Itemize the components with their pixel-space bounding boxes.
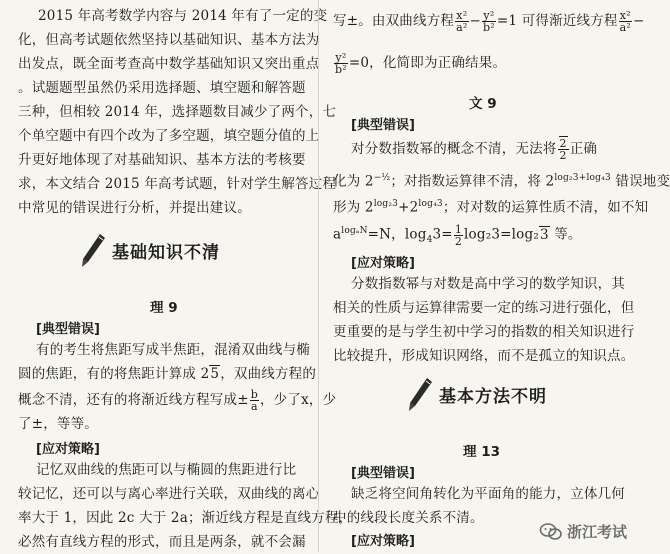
intro-line-2: 化，但高考试题依然坚持以基础知识、基本方法为 — [18, 32, 320, 48]
strategy-line-4: 必然有直线方程的形式，而且是两条，就不会漏 — [18, 534, 306, 550]
subsection-wen-9: 文 9 — [469, 96, 497, 112]
strategy-line-3: 更重要的是与学生初中学习的指数的相关知识进行 — [333, 324, 635, 340]
pen-icon — [80, 232, 106, 268]
error-line-1: 有的考生将焦距写成半焦距，混淆双曲线与椭 — [36, 342, 310, 358]
sqrt-5: 5 — [210, 366, 220, 382]
error-line-2: 圆的焦距，有的将焦距计算成 25，双曲线方程的 — [18, 366, 317, 382]
strategy-line-1: 记忆双曲线的焦距可以与椭圆的焦距进行比 — [36, 462, 297, 478]
watermark — [540, 521, 627, 542]
typical-error-label: [典型错误] — [36, 322, 100, 337]
error-line-4: 了±，等等。 — [18, 416, 99, 432]
strategy-line-1: 分数指数幂与对数是高中学习的数学知识，其 — [351, 276, 625, 292]
strategy-line-2: 较记忆，还可以与离心率进行关联，双曲线的离心 — [18, 486, 320, 502]
error2-line-2: 中的线段长度关系不清。 — [333, 510, 484, 526]
intro-line-6: 个单空题中有四个改为了多空题，填空题分值的上 — [18, 128, 320, 144]
section-title-text: 基础知识不清 — [112, 242, 220, 263]
section-title-basic-method — [407, 376, 547, 412]
strategy-label: [应对策略] — [36, 442, 100, 457]
continuation-line-2: $\frac{\text{y²}}{\text{b²}}$ =0，化简即为正确结果。 — [335, 51, 507, 76]
strategy-label: [应对策略] — [351, 534, 415, 549]
typical-error-label: [典型错误] — [351, 466, 415, 481]
intro-line-8: 求，本文结合 2015 年高考试题，针对学生解答过程 — [18, 176, 337, 192]
fraction-b-over-a: $\frac{b}{a}$ — [250, 388, 258, 413]
strategy-line-4: 比较提升，形成知识网络，而不是孤立的知识点。 — [333, 348, 635, 364]
intro-line-9: 中常见的错误进行分析，并提出建议。 — [18, 200, 251, 216]
watermark-text: 浙江考试 — [566, 523, 627, 541]
strategy-label: [应对策略] — [351, 256, 415, 271]
pen-icon — [407, 376, 433, 412]
intro-line-4: 。试题题型虽然仍采用选择题、填空题和解答题 — [18, 80, 306, 96]
intro-line-5: 三种，但相较 2014 年，选择题数目减少了两个，七 — [18, 104, 337, 120]
subsection-li-9: 理 9 — [150, 300, 178, 316]
intro-line-1: 2015 年高考数学内容与 2014 年有了一定的变 — [38, 8, 328, 24]
error2-line-1: 缺乏将空间角转化为平面角的能力，立体几何 — [351, 486, 625, 502]
error-line-3: 概念不清，还有的将渐近线方程写成± $\frac{b}{a}$ ，少了x，少 — [18, 388, 337, 413]
error-line-1: 对分数指数幂的概念不清，无法将 $\frac{2}{2}$ 正确 — [351, 137, 598, 162]
strategy-line-2: 相关的性质与运算律需要一定的练习进行强化，但 — [333, 300, 635, 316]
intro-line-3: 出发点，既全面考查高中数学基础知识又突出重点 — [18, 56, 320, 72]
wechat-icon — [540, 523, 562, 541]
error-line-3: 形为 $2^{log_23}+2^{log_43}$；对对数的运算性质不清，如不知 — [333, 199, 649, 216]
section-title-basic-knowledge — [80, 232, 220, 268]
typical-error-label: [典型错误] — [351, 118, 415, 133]
continuation-line-1: 写±。由双曲线方程 $\frac{\text{x²}}{\text{a²}}$ − $\frac{\text{y²}}{\text{b²}}$ =1 可得渐近线方程 $\frac{\text{x²}}{\text{a²}}$ − — [333, 9, 645, 34]
right-column — [318, 0, 670, 552]
subsection-li-13: 理 13 — [463, 444, 500, 460]
error-line-4: $a^{log_aN}=N$，$\log_43=$ $\frac{1}{2}$ log₂3=log₂3 等。 — [333, 222, 582, 248]
strategy-line-3: 率大于 1，因此 2c 大于 2a；渐近线方程是直线方程， — [18, 510, 353, 526]
error-line-2: 化为 $2^{-\frac{1}{2}}$；对指数运算律不清，将 $2^{log_23+log_43}$ 错误地变 — [333, 173, 670, 190]
section-title-text: 基本方法不明 — [439, 386, 547, 407]
intro-line-7: 升更好地体现了对基础知识、基本方法的考核要 — [18, 152, 306, 168]
